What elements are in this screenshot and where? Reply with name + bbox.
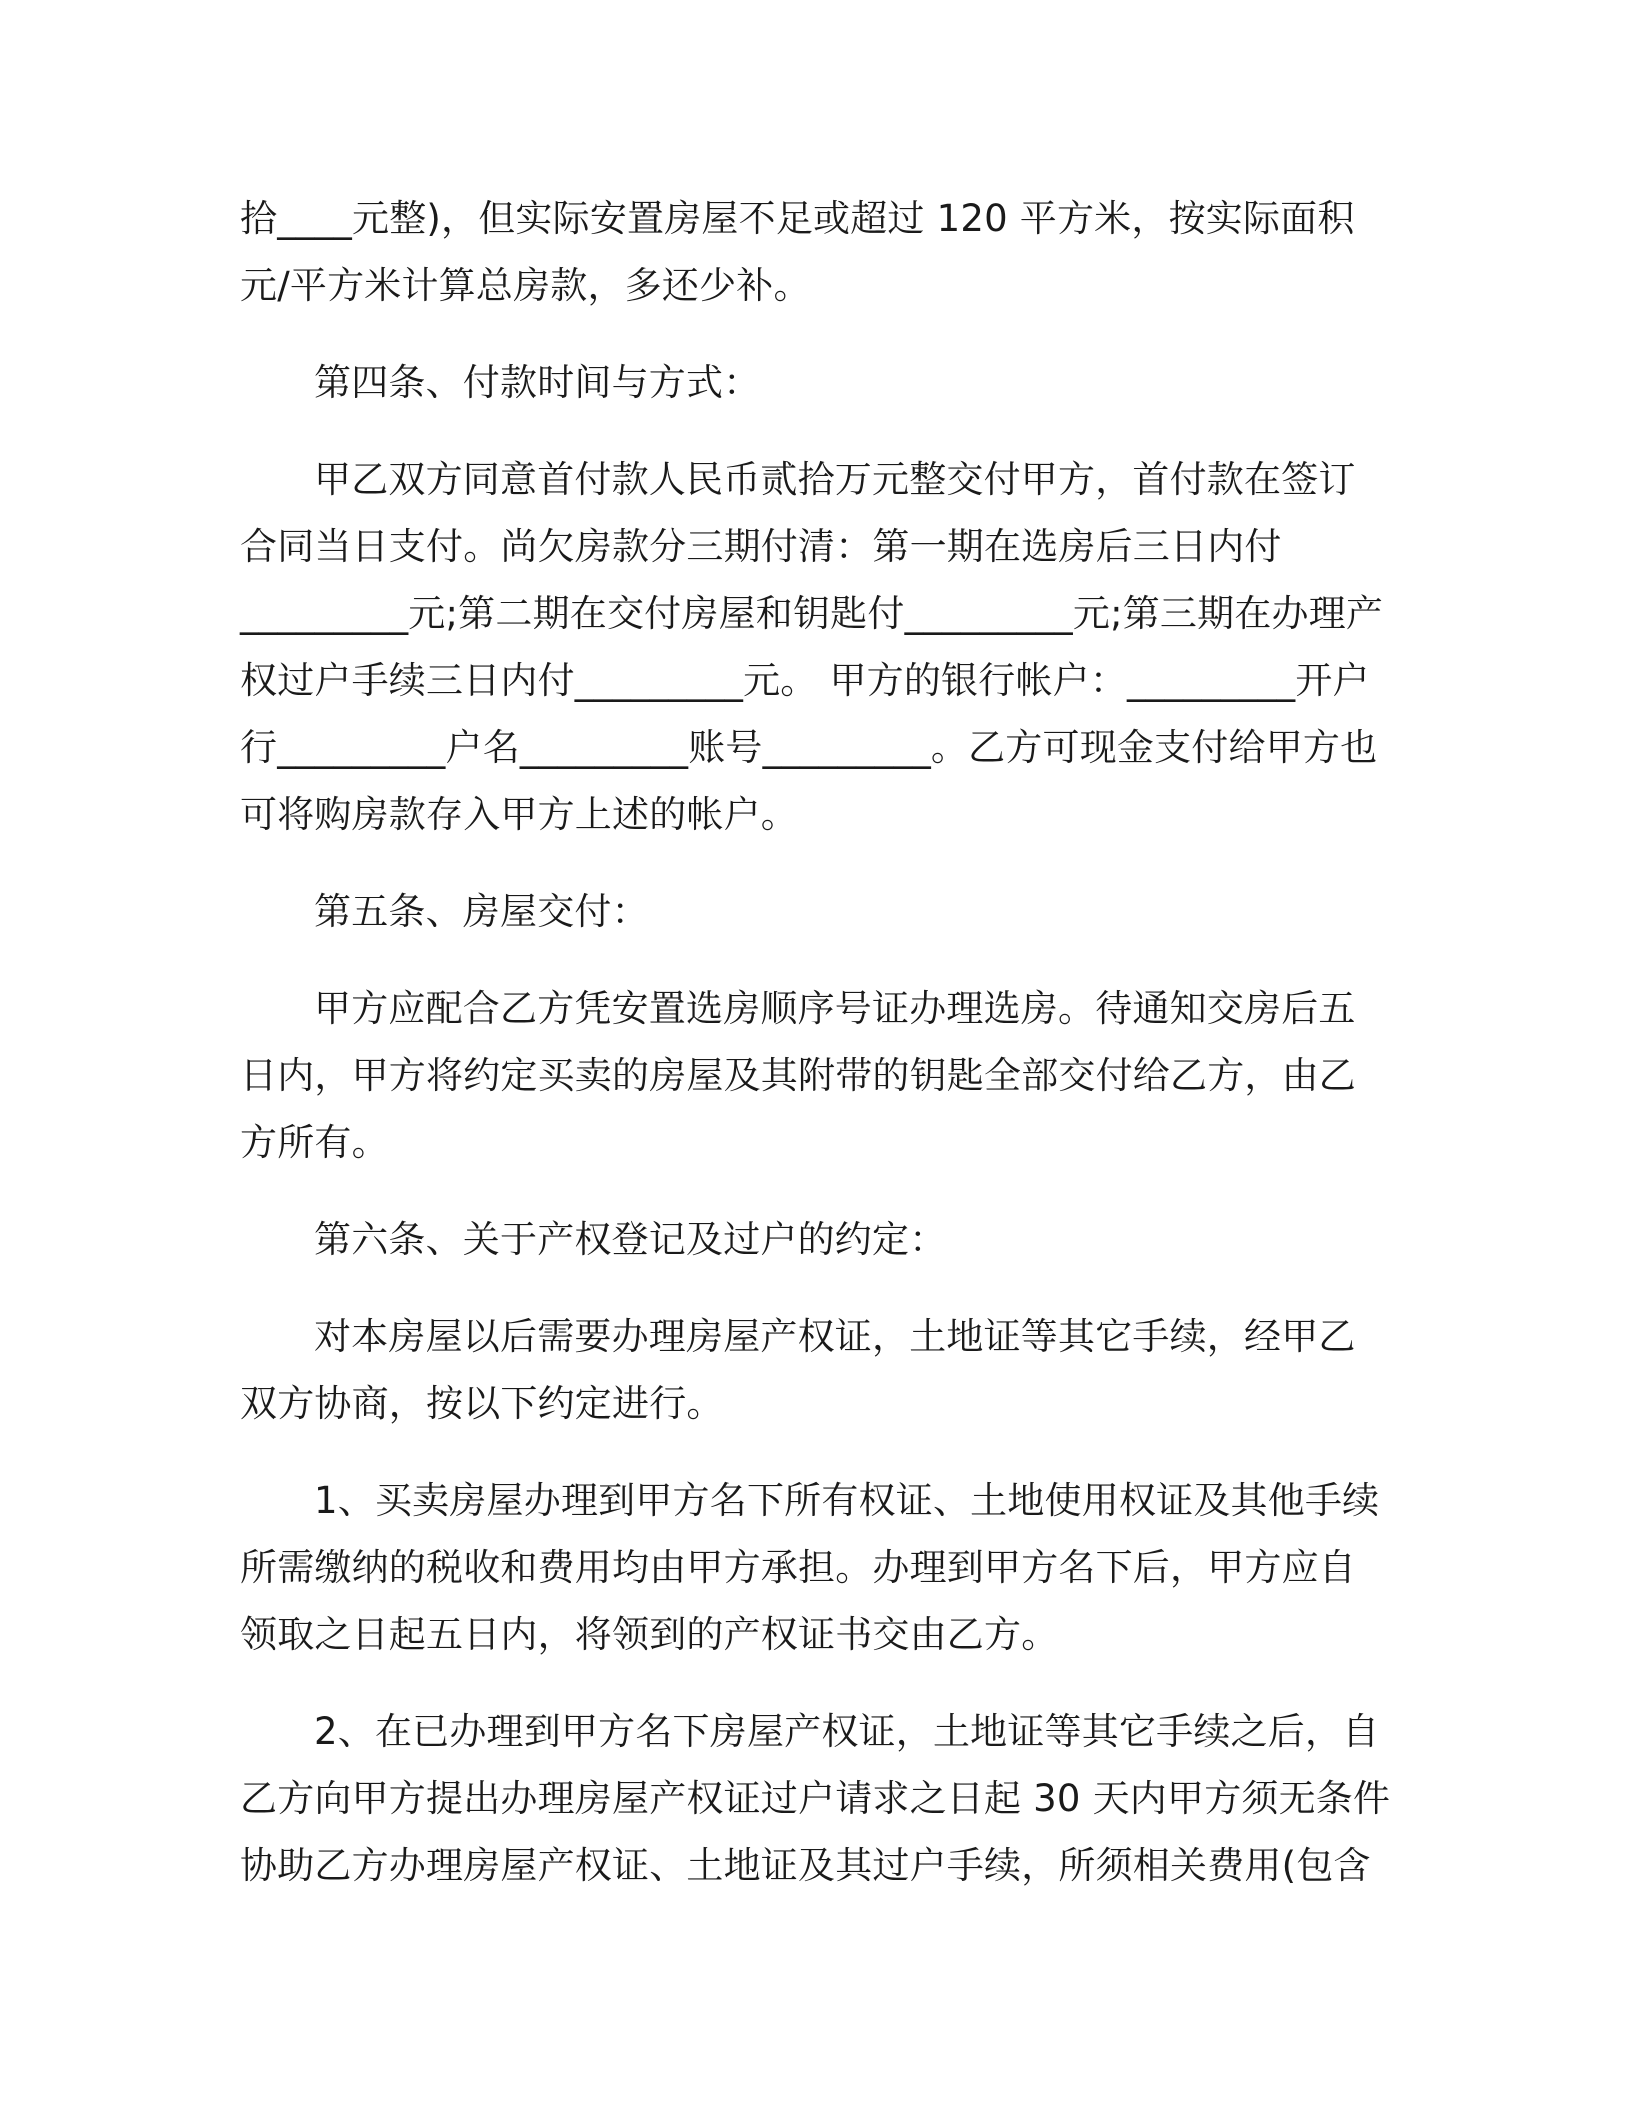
text-line: 所需缴纳的税收和费用均由甲方承担。办理到甲方名下后，甲方应自: [240, 1546, 1356, 1589]
text-line: 甲方应配合乙方凭安置选房顺序号证办理选房。待通知交房后五: [314, 987, 1356, 1030]
article-4-heading: [240, 349, 1390, 416]
article-5-heading: [240, 878, 1390, 945]
text-line: 权过户手续三日内付_________元。 甲方的银行帐户：_________开户: [240, 659, 1370, 702]
paragraph-article-5-body: [240, 975, 1390, 1176]
article-6-heading: [240, 1206, 1390, 1273]
document-body: [240, 185, 1390, 1929]
text-line: 方所有。: [240, 1121, 389, 1164]
heading-line: 第五条、房屋交付：: [314, 890, 649, 933]
text-line: 拾____元整)，但实际安置房屋不足或超过 120 平方米，按实际面积: [240, 197, 1355, 240]
paragraph-article-6-item-2: [240, 1698, 1390, 1899]
text-line: 协助乙方办理房屋产权证、土地证及其过户手续，所须相关费用(包含: [240, 1844, 1371, 1887]
text-line: 领取之日起五日内，将领到的产权证书交由乙方。: [240, 1613, 1059, 1656]
paragraph-price-continued: [240, 185, 1390, 319]
text-line: 可将购房款存入甲方上述的帐户。: [240, 793, 798, 836]
text-line: 甲乙双方同意首付款人民币贰拾万元整交付甲方，首付款在签订: [314, 458, 1356, 501]
text-line: 对本房屋以后需要办理房屋产权证，土地证等其它手续，经甲乙: [314, 1315, 1356, 1358]
text-line: 合同当日支付。尚欠房款分三期付清：第一期在选房后三日内付: [240, 525, 1282, 568]
text-line: 双方协商，按以下约定进行。: [240, 1382, 724, 1425]
paragraph-article-4-body: [240, 446, 1390, 848]
text-line: 乙方向甲方提出办理房屋产权证过户请求之日起 30 天内甲方须无条件: [240, 1777, 1391, 1820]
heading-line: 第六条、关于产权登记及过户的约定：: [314, 1218, 947, 1261]
text-line: _________元;第二期在交付房屋和钥匙付_________元;第三期在办理产: [240, 592, 1384, 635]
paragraph-article-6-item-1: [240, 1467, 1390, 1668]
text-line: 日内，甲方将约定买卖的房屋及其附带的钥匙全部交付给乙方，由乙: [240, 1054, 1356, 1097]
text-line: 1、买卖房屋办理到甲方名下所有权证、土地使用权证及其他手续: [314, 1479, 1380, 1522]
paragraph-article-6-intro: [240, 1303, 1390, 1437]
text-line: 元/平方米计算总房款，多还少补。: [240, 264, 811, 307]
text-line: 行_________户名_________账号_________。乙方可现金支付给甲方也: [240, 726, 1378, 769]
text-line: 2、在已办理到甲方名下房屋产权证，土地证等其它手续之后，自: [314, 1710, 1380, 1753]
heading-line: 第四条、付款时间与方式：: [314, 361, 761, 404]
